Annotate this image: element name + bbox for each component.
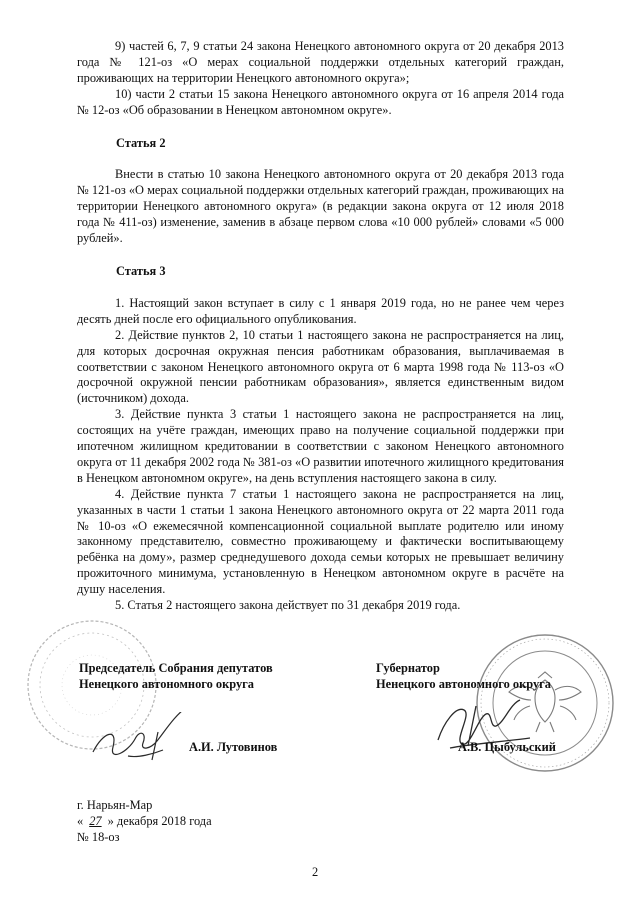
article3-paragraph-1: 1. Настоящий закон вступает в силу с 1 января 2019 года, но не ранее чем через десять дней после его официального опубликования. (77, 295, 564, 326)
article2-heading: Статья 2 (116, 135, 166, 150)
article1-item10: 10) части 2 статьи 15 закона Ненецкого автономного округа от 16 апреля 2014 года № 12-оз «Об образовании в Ненецком автономном округе». (77, 86, 564, 117)
right-signatory-title-2: Ненецкого автономного округа (376, 677, 551, 691)
signing-date (77, 814, 212, 830)
article3-paragraph-5: 5. Статья 2 настоящего закона действует по 31 декабря 2019 года. (115, 598, 461, 613)
page-number: 2 (312, 865, 319, 879)
article3-heading: Статья 3 (116, 263, 166, 278)
right-signatory-title-1: Губернатор (376, 661, 440, 675)
date-suffix: » декабря 2018 года (107, 814, 212, 828)
document-body (77, 39, 564, 614)
law-number: № 18-оз (77, 830, 120, 844)
date-prefix: « (77, 814, 84, 828)
left-signatory-name: А.И. Лутовинов (189, 740, 278, 754)
right-signatory-name: А.В. Цыбульский (458, 740, 556, 754)
city-label: г. Нарьян-Мар (77, 798, 153, 812)
article3-paragraph-4: 4. Действие пункта 7 статьи 1 настоящего закона не распространяется на лиц, указанных в части 1 статьи 1 закона Ненецкого автономного округа от 22 марта 2011 года № 10-оз «О ежемесячной компенсационной социальной выплате родителю или иному законному представителю, совместно проживающему и фактически воспитывающему ребёнка на дому», размер среднедушевого дохода семьи которых не превышает величину прожиточного минимума, установленную в Ненецком автономном округе в расчёте на душу населения. (77, 486, 564, 597)
article3-paragraph-2: 2. Действие пунктов 2, 10 статьи 1 настоящего закона не распространяется на лиц, для которых досрочная окружная пенсия работникам образования, выплачиваемая в соответствии с законом Ненецкого автономного округа от 6 марта 1998 года № 113-оз «О досрочной окружной пенсии работникам образования», является единственным видом (источником) дохода. (77, 327, 564, 406)
left-signatory-title-1: Председатель Собрания депутатов (79, 661, 273, 675)
left-signatory-title-2: Ненецкого автономного округа (79, 677, 254, 691)
date-day-handwritten: 27 (89, 814, 102, 828)
article3-paragraph-3: 3. Действие пункта 3 статьи 1 настоящего закона не распространяется на лиц, состоящих на учёте граждан, имеющих право на получение социальной поддержки при ипотечном жилищном кредитовании в соответствии с законом Ненецкого автономного округа от 11 декабря 2002 года № 381-оз «О развитии ипотечного жилищного кредитования в Ненецком автономном округе», на день вступления настоящего закона в силу. (77, 407, 564, 485)
article2-text: Внести в статью 10 закона Ненецкого автономного округа от 20 декабря 2013 года № 121-оз «О мерах социальной поддержки отдельных категорий граждан, проживающих на территории Ненецкого автономного округа» (в редакции закона округа от 12 июля 2018 года № 411-оз) изменение, заменив в абзаце первом слова «10 000 рублей» словами «5 000 рублей». (77, 167, 564, 246)
article1-item9: 9) частей 6, 7, 9 статьи 24 закона Ненецкого автономного округа от 20 декабря 2013 года № 121-оз «О мерах социальной поддержки отдельных категорий граждан, проживающих на территории Ненецкого автономного округа»; (77, 39, 564, 85)
